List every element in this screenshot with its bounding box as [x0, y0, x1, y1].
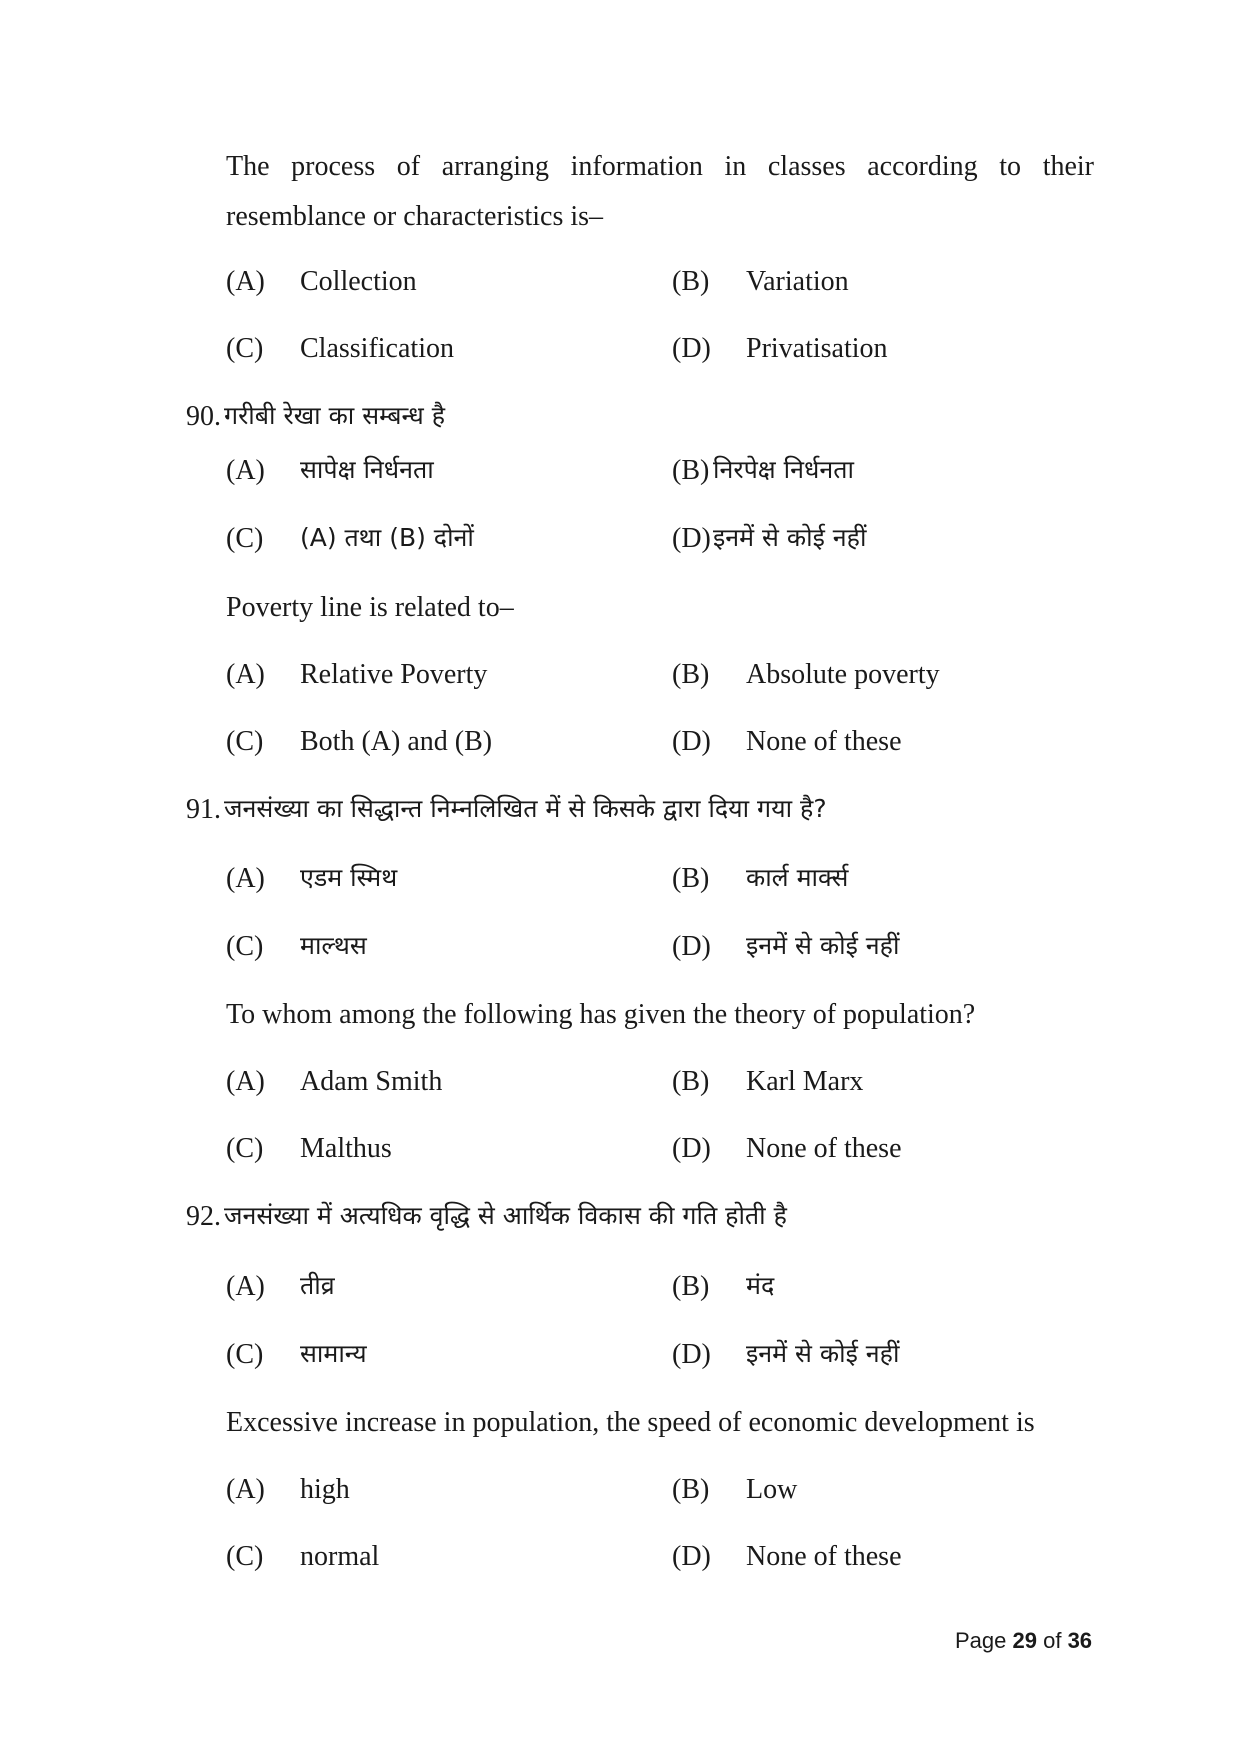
- option-text: इनमें से कोई नहीं: [746, 1339, 900, 1368]
- option-label: (C): [226, 523, 264, 554]
- option-text: निरपेक्ष निर्धनता: [713, 455, 854, 484]
- option-label: (C): [226, 1339, 264, 1370]
- option-label: (A): [226, 455, 265, 486]
- question-number: 90.: [186, 401, 221, 432]
- option-text: Both (A) and (B): [300, 726, 493, 757]
- question-number: 91.: [186, 794, 221, 825]
- option-text: normal: [300, 1541, 380, 1572]
- option-label: (D): [672, 523, 711, 554]
- option-text: माल्थस: [300, 931, 367, 960]
- q91-question-hi: जनसंख्या का सिद्धान्त निम्नलिखित में से किसके द्वारा दिया गया है?: [224, 794, 827, 823]
- option-text: (A) तथा (B) दोनों: [300, 523, 474, 552]
- option-text: Absolute poverty: [746, 659, 940, 690]
- option-text: Classification: [300, 333, 454, 364]
- option-label: (B): [672, 863, 710, 894]
- page-separator: of: [1036, 1628, 1068, 1653]
- option-text: None of these: [746, 1133, 902, 1164]
- option-label: (B): [672, 1066, 710, 1097]
- q90-question-hi: गरीबी रेखा का सम्बन्ध है: [224, 401, 446, 430]
- page-number: [955, 1628, 1092, 1654]
- option-label: (C): [226, 726, 264, 757]
- option-text: None of these: [746, 1541, 902, 1572]
- option-text: मंद: [746, 1271, 775, 1300]
- option-text: सामान्य: [300, 1339, 367, 1368]
- option-text: एडम स्मिथ: [300, 863, 398, 892]
- option-label: (A): [226, 863, 265, 894]
- option-text: Variation: [746, 266, 849, 297]
- option-label: (C): [226, 1541, 264, 1572]
- q92-question-hi: जनसंख्या में अत्यधिक वृद्धि से आर्थिक विकास की गति होती है: [224, 1201, 787, 1230]
- option-label: (C): [226, 1133, 264, 1164]
- option-label: (D): [672, 1339, 711, 1370]
- option-label: (B): [672, 266, 710, 297]
- option-text: तीव्र: [300, 1271, 335, 1300]
- option-label: (A): [226, 266, 265, 297]
- option-text: Relative Poverty: [300, 659, 488, 690]
- option-text: Low: [746, 1474, 798, 1505]
- option-text: Privatisation: [746, 333, 888, 364]
- option-label: (C): [226, 931, 264, 962]
- option-label: (B): [672, 659, 710, 690]
- option-label: (D): [672, 1541, 711, 1572]
- option-label: (A): [226, 659, 265, 690]
- page-current: 29: [1012, 1628, 1037, 1653]
- option-label: (A): [226, 1066, 265, 1097]
- option-text: Malthus: [300, 1133, 392, 1164]
- option-text: high: [300, 1474, 350, 1505]
- question-number: 92.: [186, 1201, 221, 1232]
- option-text: इनमें से कोई नहीं: [713, 523, 867, 552]
- option-text: None of these: [746, 726, 902, 757]
- q91-question-en: To whom among the following has given the theory of population?: [226, 999, 976, 1030]
- q90-question-en: Poverty line is related to–: [226, 592, 514, 623]
- option-text: इनमें से कोई नहीं: [746, 931, 900, 960]
- page-total: 36: [1067, 1628, 1093, 1653]
- option-label: (B): [672, 1474, 710, 1505]
- option-label: (D): [672, 726, 711, 757]
- option-text: Adam Smith: [300, 1066, 443, 1097]
- option-text: Collection: [300, 266, 417, 297]
- option-label: (A): [226, 1271, 265, 1302]
- option-label: (D): [672, 1133, 711, 1164]
- option-label: (C): [226, 333, 264, 364]
- option-label: (A): [226, 1474, 265, 1505]
- option-label: (B): [672, 455, 710, 486]
- option-label: (D): [672, 333, 711, 364]
- option-text: सापेक्ष निर्धनता: [300, 455, 434, 484]
- q89-question-en: The process of arranging information in classes according to their resemblance or characteristics is–: [226, 151, 1094, 232]
- page-prefix: Page: [955, 1628, 1013, 1653]
- option-label: (D): [672, 931, 711, 962]
- option-text: Karl Marx: [746, 1066, 864, 1097]
- q92-question-en: Excessive increase in population, the speed of economic development is: [226, 1407, 1035, 1438]
- option-text: कार्ल मार्क्स: [746, 863, 849, 892]
- option-label: (B): [672, 1271, 710, 1302]
